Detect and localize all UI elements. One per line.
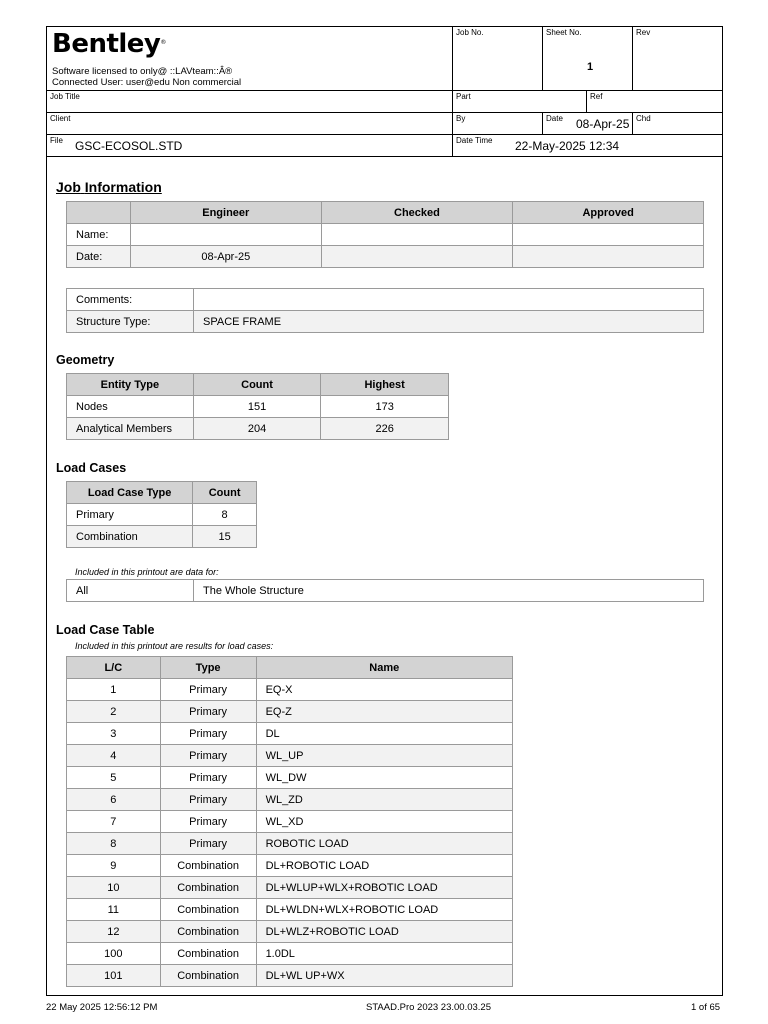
table-row bbox=[67, 899, 513, 921]
table-cell: DL+WLDN+WLX+ROBOTIC LOAD bbox=[256, 899, 512, 921]
license-line: Software licensed to only@ ::LAVteam::Â® bbox=[52, 66, 233, 77]
table-cell: Analytical Members bbox=[67, 418, 194, 440]
table-header-cell: Count bbox=[193, 374, 321, 396]
part-cell bbox=[453, 91, 587, 113]
geometry-table bbox=[66, 373, 449, 440]
chd-label: Chd bbox=[636, 114, 651, 123]
table-cell: 1.0DL bbox=[256, 943, 512, 965]
table-cell: EQ-X bbox=[256, 679, 512, 701]
row-label: Date: bbox=[67, 246, 131, 268]
load-cases-table bbox=[66, 481, 257, 548]
table-cell: 6 bbox=[67, 789, 161, 811]
date-label: Date bbox=[546, 114, 563, 123]
table-header-cell: Count bbox=[193, 482, 257, 504]
table-header-cell: Type bbox=[160, 657, 256, 679]
job-information-title: Job Information bbox=[56, 179, 162, 195]
ref-cell bbox=[587, 91, 723, 113]
included-data-caption: Included in this printout are data for: bbox=[75, 567, 219, 577]
scope-value: The Whole Structure bbox=[194, 580, 704, 602]
table-row bbox=[67, 943, 513, 965]
rev-cell bbox=[633, 27, 723, 91]
table-cell: 151 bbox=[193, 396, 321, 418]
load-case-table-caption: Included in this printout are results for load cases: bbox=[75, 641, 274, 651]
load-cases-title: Load Cases bbox=[56, 461, 127, 475]
table-cell: 2 bbox=[67, 701, 161, 723]
table-cell: DL+WL UP+WX bbox=[256, 965, 512, 987]
date-time-value: 22-May-2025 12:34 bbox=[515, 139, 620, 153]
table-cell: WL_ZD bbox=[256, 789, 512, 811]
table-row bbox=[67, 789, 513, 811]
load-case-table bbox=[66, 656, 513, 987]
table-cell: Primary bbox=[160, 701, 256, 723]
table-cell bbox=[513, 246, 704, 268]
date-value: 08-Apr-25 bbox=[576, 117, 630, 131]
table-cell: ROBOTIC LOAD bbox=[256, 833, 512, 855]
table-cell bbox=[321, 246, 513, 268]
part-label: Part bbox=[456, 92, 471, 101]
table-header-cell: L/C bbox=[67, 657, 161, 679]
logo-cell bbox=[47, 27, 453, 91]
table-header-cell: Checked bbox=[321, 202, 513, 224]
table-cell: Primary bbox=[160, 811, 256, 833]
table-row bbox=[67, 396, 449, 418]
table-cell: 7 bbox=[67, 811, 161, 833]
table-row bbox=[67, 965, 513, 987]
table-cell: 11 bbox=[67, 899, 161, 921]
footer-page: 1 of 65 bbox=[691, 1002, 721, 1013]
comments-label: Comments: bbox=[67, 289, 194, 311]
ref-label: Ref bbox=[590, 92, 603, 101]
connected-user-line: Connected User: user@edu Non commercial bbox=[52, 77, 242, 88]
job-no-cell bbox=[453, 27, 543, 91]
table-header-cell: Entity Type bbox=[67, 374, 194, 396]
table-header-cell: Highest bbox=[321, 374, 449, 396]
table-cell: 5 bbox=[67, 767, 161, 789]
date-time-label: Date Time bbox=[456, 136, 493, 145]
date-time-cell bbox=[453, 135, 723, 157]
table-cell: 3 bbox=[67, 723, 161, 745]
table-cell: 8 bbox=[67, 833, 161, 855]
table-row bbox=[67, 311, 704, 333]
client-label: Client bbox=[50, 114, 71, 123]
table-row bbox=[67, 504, 257, 526]
row-label: Name: bbox=[67, 224, 131, 246]
table-header-row bbox=[67, 482, 257, 504]
table-cell: Primary bbox=[160, 767, 256, 789]
table-row bbox=[67, 921, 513, 943]
table-cell: WL_XD bbox=[256, 811, 512, 833]
table-cell: 204 bbox=[193, 418, 321, 440]
table-row bbox=[67, 526, 257, 548]
table-cell: 08-Apr-25 bbox=[130, 246, 321, 268]
comments-table bbox=[66, 288, 704, 333]
table-header-cell: Load Case Type bbox=[67, 482, 193, 504]
footer-printed: 22 May 2025 12:56:12 PM bbox=[46, 1002, 158, 1013]
table-row bbox=[67, 877, 513, 899]
table-row bbox=[67, 289, 704, 311]
table-row bbox=[67, 580, 704, 602]
table-cell: Combination bbox=[160, 965, 256, 987]
job-title-cell bbox=[47, 91, 453, 113]
table-header-row bbox=[67, 374, 449, 396]
table-cell: DL+WLUP+WLX+ROBOTIC LOAD bbox=[256, 877, 512, 899]
load-case-table-body bbox=[67, 679, 513, 987]
scope-label: All bbox=[67, 580, 194, 602]
table-cell: Combination bbox=[160, 899, 256, 921]
table-row bbox=[67, 767, 513, 789]
table-cell: 173 bbox=[321, 396, 449, 418]
table-cell: 15 bbox=[193, 526, 257, 548]
geometry-title: Geometry bbox=[56, 353, 115, 367]
table-row bbox=[67, 679, 513, 701]
table-cell: Primary bbox=[67, 504, 193, 526]
sheet-no-value: 1 bbox=[587, 61, 594, 73]
client-cell bbox=[47, 113, 453, 135]
table-header-cell: Engineer bbox=[130, 202, 321, 224]
table-cell: 10 bbox=[67, 877, 161, 899]
job-info-table bbox=[66, 201, 704, 268]
table-row bbox=[67, 855, 513, 877]
table-row bbox=[67, 418, 449, 440]
table-cell: DL+ROBOTIC LOAD bbox=[256, 855, 512, 877]
table-row bbox=[67, 723, 513, 745]
chd-cell bbox=[633, 113, 723, 135]
table-cell: WL_UP bbox=[256, 745, 512, 767]
by-label: By bbox=[456, 114, 466, 123]
file-cell bbox=[47, 135, 453, 157]
table-cell bbox=[130, 224, 321, 246]
table-row bbox=[67, 745, 513, 767]
page-frame bbox=[46, 26, 723, 996]
table-header-row bbox=[67, 657, 513, 679]
table-cell: Combination bbox=[160, 943, 256, 965]
table-cell: Combination bbox=[160, 855, 256, 877]
table-cell: WL_DW bbox=[256, 767, 512, 789]
bentley-logo: Bentley® bbox=[52, 29, 166, 59]
table-row bbox=[67, 246, 704, 268]
table-cell: 4 bbox=[67, 745, 161, 767]
table-cell: 8 bbox=[193, 504, 257, 526]
sheet-no-label: Sheet No. bbox=[546, 28, 582, 37]
rev-label: Rev bbox=[636, 28, 651, 37]
file-value: GSC-ECOSOL.STD bbox=[75, 139, 183, 153]
table-cell: 226 bbox=[321, 418, 449, 440]
load-case-table-title: Load Case Table bbox=[56, 623, 155, 637]
table-cell: Combination bbox=[160, 921, 256, 943]
table-cell: Primary bbox=[160, 745, 256, 767]
table-cell: 101 bbox=[67, 965, 161, 987]
table-row bbox=[67, 833, 513, 855]
table-cell: 100 bbox=[67, 943, 161, 965]
table-cell: Primary bbox=[160, 723, 256, 745]
table-cell: Primary bbox=[160, 679, 256, 701]
table-header-cell bbox=[67, 202, 131, 224]
scope-table bbox=[66, 579, 704, 602]
table-row bbox=[67, 224, 704, 246]
table-cell: Combination bbox=[67, 526, 193, 548]
comments-value bbox=[194, 289, 704, 311]
footer-software: STAAD.Pro 2023 23.00.03.25 bbox=[366, 1002, 491, 1013]
job-no-label: Job No. bbox=[456, 28, 484, 37]
sheet-no-cell bbox=[543, 27, 633, 91]
table-cell: Nodes bbox=[67, 396, 194, 418]
table-header-row bbox=[67, 202, 704, 224]
table-cell: EQ-Z bbox=[256, 701, 512, 723]
table-cell: DL bbox=[256, 723, 512, 745]
table-cell: Primary bbox=[160, 789, 256, 811]
table-cell bbox=[513, 224, 704, 246]
table-cell: DL+WLZ+ROBOTIC LOAD bbox=[256, 921, 512, 943]
table-cell bbox=[321, 224, 513, 246]
date-cell bbox=[543, 113, 633, 135]
file-label: File bbox=[50, 136, 63, 145]
table-row bbox=[67, 811, 513, 833]
table-row bbox=[67, 701, 513, 723]
table-header-cell: Name bbox=[256, 657, 512, 679]
table-cell: 12 bbox=[67, 921, 161, 943]
structure-type-label: Structure Type: bbox=[67, 311, 194, 333]
by-cell bbox=[453, 113, 543, 135]
table-header-cell: Approved bbox=[513, 202, 704, 224]
table-cell: Primary bbox=[160, 833, 256, 855]
table-cell: Combination bbox=[160, 877, 256, 899]
structure-type-value: SPACE FRAME bbox=[194, 311, 704, 333]
job-title-label: Job Title bbox=[50, 92, 80, 101]
table-cell: 1 bbox=[67, 679, 161, 701]
table-cell: 9 bbox=[67, 855, 161, 877]
